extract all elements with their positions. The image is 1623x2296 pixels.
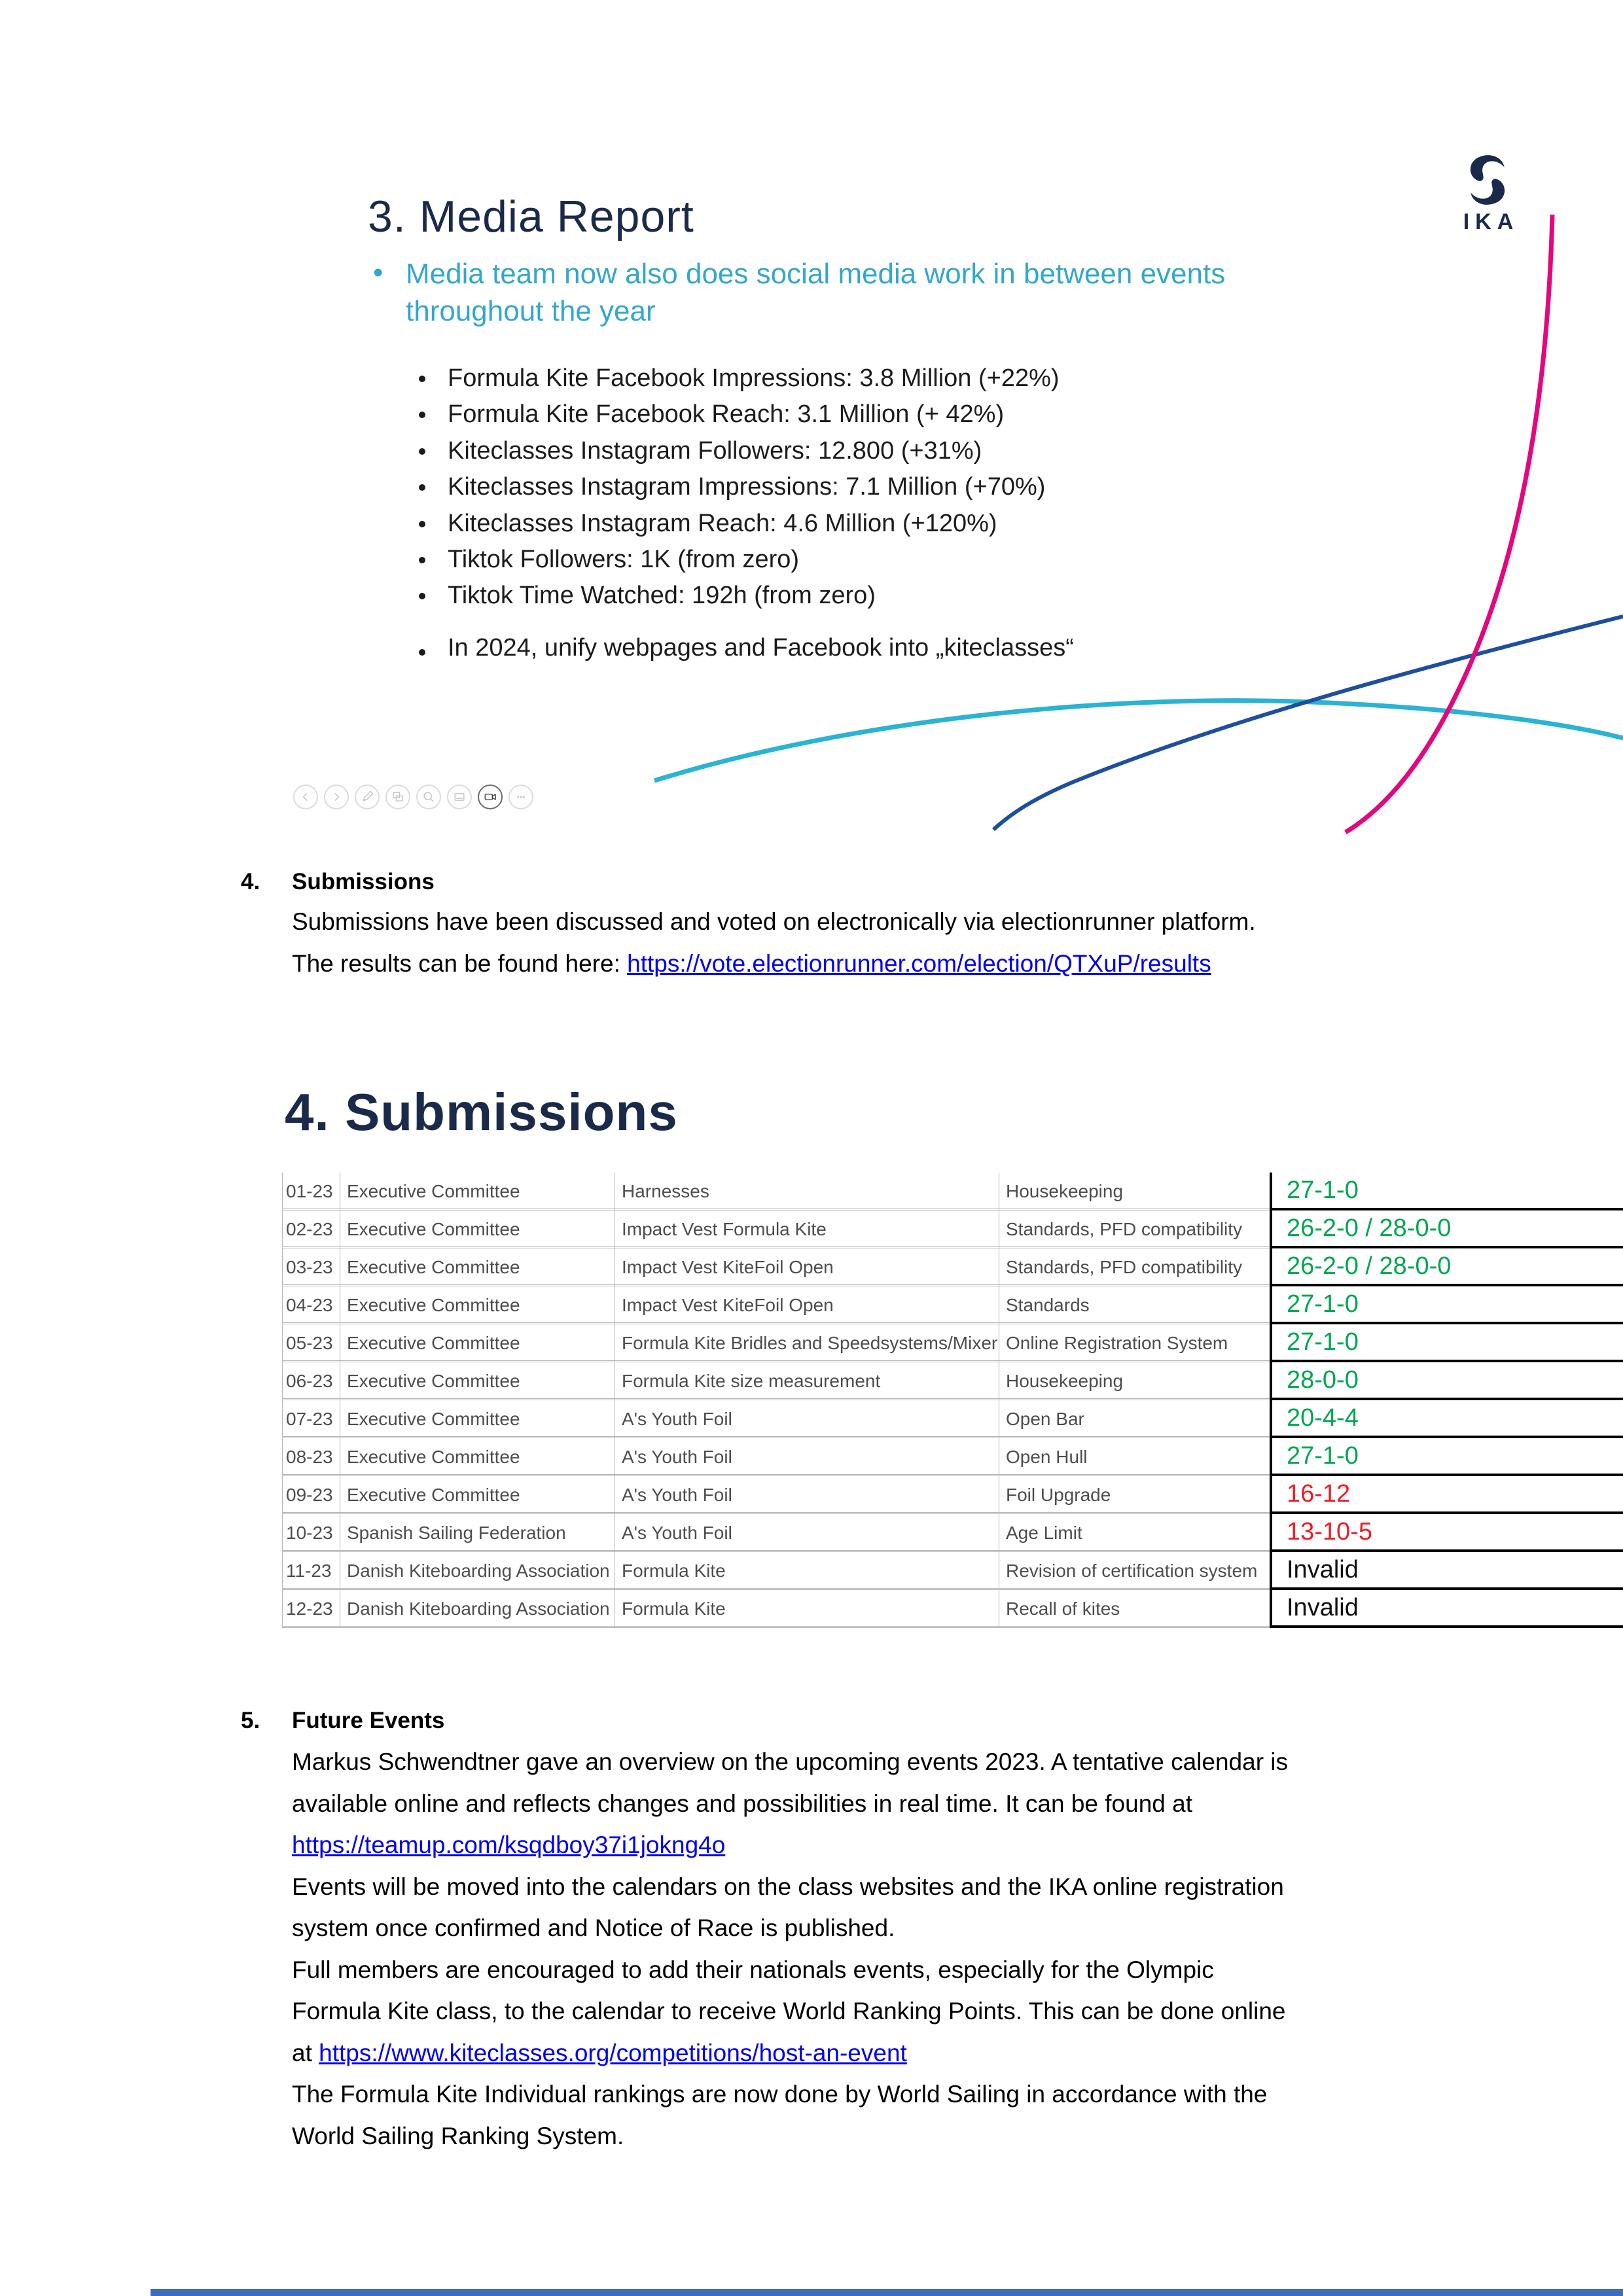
cell-submission-id: 03-23 bbox=[282, 1248, 340, 1286]
section5-line3 bbox=[292, 1831, 725, 1859]
section5-line4: Events will be moved into the calendars on the class websites and the IKA online registration bbox=[292, 1873, 1284, 1900]
cell-submission-id: 08-23 bbox=[282, 1438, 340, 1476]
cell-vote-result: Invalid bbox=[1270, 1590, 1623, 1628]
cell-vote-result: 13-10-5 bbox=[1270, 1514, 1623, 1552]
cell-vote-result: Invalid bbox=[1270, 1552, 1623, 1590]
submissions-table bbox=[282, 1173, 1623, 1628]
teamup-calendar-link[interactable]: https://teamup.com/ksqdboy37i1jokng4o bbox=[292, 1831, 726, 1858]
cell-submission-id: 12-23 bbox=[282, 1590, 340, 1628]
cell-submission-id: 06-23 bbox=[282, 1362, 340, 1400]
cell-category: Recall of kites bbox=[1006, 1598, 1120, 1619]
table-row bbox=[282, 1362, 1623, 1400]
host-an-event-link[interactable]: https://www.kiteclasses.org/competitions/host-an-event bbox=[319, 2039, 907, 2066]
ika-logo bbox=[1449, 152, 1527, 235]
media-stat-item: Tiktok Time Watched: 192h (from zero) bbox=[448, 578, 1060, 614]
table-row bbox=[282, 1476, 1623, 1514]
cell-submission-id: 09-23 bbox=[282, 1476, 340, 1514]
cell-subject: Formula Kite bbox=[615, 1590, 999, 1628]
electionrunner-link[interactable]: https://vote.electionrunner.com/election/QTXuP/results bbox=[627, 950, 1211, 977]
cell-category: Standards bbox=[1006, 1295, 1090, 1315]
cell-category: Open Bar bbox=[1006, 1409, 1084, 1429]
section5-line6: Full members are encouraged to add their nationals events, especially for the Olympic bbox=[292, 1956, 1214, 1983]
cell-subject: Impact Vest KiteFoil Open bbox=[615, 1286, 999, 1324]
cell-category: Online Registration System bbox=[1006, 1333, 1228, 1353]
blue-curve bbox=[993, 616, 1623, 830]
lead-bullet-dot: • bbox=[373, 256, 383, 289]
section4-line2-prefix: The results can be found here: bbox=[292, 950, 628, 977]
media-stat-item: Formula Kite Facebook Reach: 3.1 Million (+ 42%) bbox=[448, 397, 1060, 433]
media-stat-item: Tiktok Followers: 1K (from zero) bbox=[448, 542, 1060, 578]
cell-subject: Formula Kite size measurement bbox=[615, 1362, 999, 1400]
table-row bbox=[282, 1324, 1623, 1362]
section5-line7: Formula Kite class, to the calendar to receive World Ranking Points. This can be done online bbox=[292, 1998, 1286, 2024]
camera-icon[interactable] bbox=[478, 785, 503, 809]
section4-number: 4. bbox=[241, 869, 260, 894]
section5-line2: available online and reflects changes and possibilities in real time. It can be found at bbox=[292, 1790, 1193, 1817]
table-row bbox=[282, 1590, 1623, 1628]
cell-submission-id: 07-23 bbox=[282, 1400, 340, 1438]
cyan-curve bbox=[654, 701, 1623, 781]
cell-subject: A's Youth Foil bbox=[615, 1476, 999, 1514]
cell-submitter: Executive Committee bbox=[340, 1286, 615, 1324]
next-slide-top-edge bbox=[151, 2289, 1623, 2296]
table-row bbox=[282, 1173, 1623, 1210]
media-stats-list bbox=[448, 361, 1060, 614]
cell-submission-id: 11-23 bbox=[282, 1552, 340, 1590]
cell-category: Revision of certification system bbox=[1006, 1561, 1258, 1581]
section5-line8 bbox=[292, 2040, 907, 2067]
cell-category: Standards, PFD compatibility bbox=[1006, 1219, 1243, 1239]
cell-submitter: Executive Committee bbox=[340, 1210, 615, 1248]
cell-vote-result: 26-2-0 / 28-0-0 bbox=[1270, 1210, 1623, 1248]
cell-vote-result: 27-1-0 bbox=[1270, 1438, 1623, 1476]
section4-heading: Submissions bbox=[292, 869, 435, 894]
table-row bbox=[282, 1248, 1623, 1286]
ika-swirl-icon bbox=[1460, 152, 1516, 208]
section5-line9: The Formula Kite Individual rankings are now done by World Sailing in accordance with the bbox=[292, 2081, 1268, 2108]
cell-submitter: Danish Kiteboarding Association bbox=[340, 1590, 615, 1628]
section5-line10: World Sailing Ranking System. bbox=[292, 2122, 624, 2149]
cell-submitter: Executive Committee bbox=[340, 1400, 615, 1438]
table-row bbox=[282, 1552, 1623, 1590]
table-row bbox=[282, 1210, 1623, 1248]
cell-subject: Formula Kite Bridles and Speedsystems/Mixer bbox=[615, 1324, 999, 1362]
cell-subject: A's Youth Foil bbox=[615, 1514, 999, 1552]
cell-category: Housekeeping bbox=[1006, 1371, 1124, 1391]
cell-category: Age Limit bbox=[1006, 1523, 1082, 1543]
section5-heading: Future Events bbox=[292, 1708, 445, 1733]
cell-submitter: Executive Committee bbox=[340, 1248, 615, 1286]
table-row bbox=[282, 1286, 1623, 1324]
slide-sorter-icon[interactable] bbox=[385, 785, 410, 809]
cell-vote-result: 16-12 bbox=[1270, 1476, 1623, 1514]
cell-vote-result: 27-1-0 bbox=[1270, 1286, 1623, 1324]
zoom-icon[interactable] bbox=[416, 785, 441, 809]
lead-bullet bbox=[406, 255, 1225, 330]
cell-vote-result: 20-4-4 bbox=[1270, 1400, 1623, 1438]
cell-category: Standards, PFD compatibility bbox=[1006, 1257, 1243, 1277]
pen-icon[interactable] bbox=[355, 785, 380, 809]
cell-category: Foil Upgrade bbox=[1006, 1485, 1111, 1505]
cell-submission-id: 01-23 bbox=[282, 1173, 340, 1210]
cell-vote-result: 27-1-0 bbox=[1270, 1324, 1623, 1362]
table-row bbox=[282, 1400, 1623, 1438]
cell-subject: Formula Kite bbox=[615, 1552, 999, 1590]
section5-line1: Markus Schwendtner gave an overview on the upcoming events 2023. A tentative calendar is bbox=[292, 1748, 1289, 1775]
cell-subject: A's Youth Foil bbox=[615, 1400, 999, 1438]
slide1-title: 3. Media Report bbox=[368, 191, 694, 241]
cell-vote-result: 27-1-0 bbox=[1270, 1173, 1623, 1210]
media-stat-item: Kiteclasses Instagram Impressions: 7.1 Million (+70%) bbox=[448, 469, 1060, 505]
cell-submitter: Executive Committee bbox=[340, 1173, 615, 1210]
media-stat-item: Formula Kite Facebook Impressions: 3.8 Million (+22%) bbox=[448, 361, 1060, 397]
table-row bbox=[282, 1514, 1623, 1552]
cell-submission-id: 10-23 bbox=[282, 1514, 340, 1552]
cell-submitter: Danish Kiteboarding Association bbox=[340, 1552, 615, 1590]
cell-subject: Impact Vest Formula Kite bbox=[615, 1210, 999, 1248]
cell-vote-result: 26-2-0 / 28-0-0 bbox=[1270, 1248, 1623, 1286]
cell-submission-id: 05-23 bbox=[282, 1324, 340, 1362]
cell-submitter: Executive Committee bbox=[340, 1362, 615, 1400]
pink-curve bbox=[1346, 215, 1552, 832]
media-stat-item: Kiteclasses Instagram Reach: 4.6 Million (+120%) bbox=[448, 506, 1060, 542]
cell-subject: A's Youth Foil bbox=[615, 1438, 999, 1476]
media-stat-item: Kiteclasses Instagram Followers: 12.800 (+31%) bbox=[448, 433, 1060, 469]
section5-line5: system once confirmed and Notice of Race is published. bbox=[292, 1915, 895, 1941]
section4-line1: Submissions have been discussed and voted on electronically via electionrunner platform. bbox=[292, 908, 1256, 935]
section5-number: 5. bbox=[241, 1708, 260, 1733]
more-options-icon[interactable] bbox=[508, 785, 533, 809]
section5-line8-prefix: at bbox=[292, 2039, 319, 2066]
cell-subject: Harnesses bbox=[615, 1173, 999, 1210]
cell-submission-id: 02-23 bbox=[282, 1210, 340, 1248]
cell-vote-result: 28-0-0 bbox=[1270, 1362, 1623, 1400]
cell-submitter: Executive Committee bbox=[340, 1476, 615, 1514]
lead-bullet-line1: Media team now also does social media work in between events bbox=[406, 258, 1226, 290]
next-slide-icon[interactable] bbox=[324, 785, 349, 809]
previous-slide-icon[interactable] bbox=[293, 785, 318, 809]
cell-submitter: Executive Committee bbox=[340, 1438, 615, 1476]
ika-wordmark: IKA bbox=[1463, 209, 1520, 234]
lead-bullet-line2: throughout the year bbox=[406, 295, 656, 327]
cell-submitter: Spanish Sailing Federation bbox=[340, 1514, 615, 1552]
notes-icon[interactable] bbox=[447, 785, 472, 809]
cell-submission-id: 04-23 bbox=[282, 1286, 340, 1324]
slide2-title: 4. Submissions bbox=[285, 1082, 678, 1141]
cell-category: Open Hull bbox=[1006, 1447, 1088, 1467]
cell-submitter: Executive Committee bbox=[340, 1324, 615, 1362]
cell-subject: Impact Vest KiteFoil Open bbox=[615, 1248, 999, 1286]
unify-bullet: In 2024, unify webpages and Facebook into „kiteclasses“ bbox=[448, 634, 1074, 662]
section4-line2 bbox=[292, 950, 1211, 978]
cell-category: Housekeeping bbox=[1006, 1181, 1124, 1201]
slide-toolbar bbox=[293, 785, 533, 811]
table-row bbox=[282, 1438, 1623, 1476]
